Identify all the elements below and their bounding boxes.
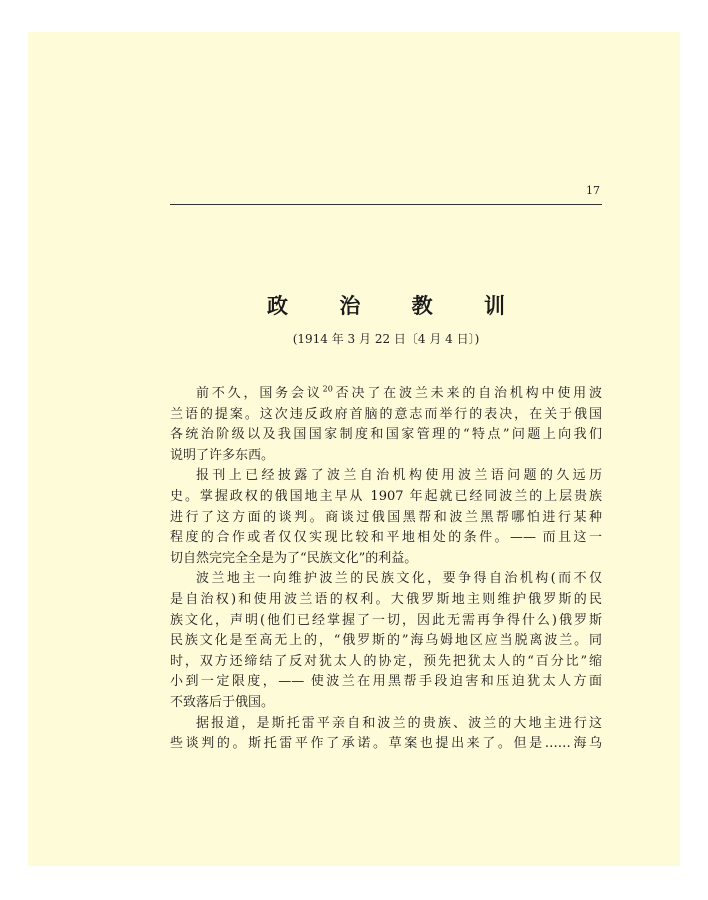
text-line-content: 族文化，声明(他们已经掌握了一切，因此无需再争得什么)俄罗斯	[170, 612, 602, 628]
text-line-content: 些谈判的。斯托雷平作了承诺。草案也提出来了。但是……海乌	[170, 736, 602, 752]
text-line-content: 时，双方还缔结了反对犹太人的协定，预先把犹太人的“百分比”缩	[170, 653, 602, 669]
text-line	[170, 425, 602, 446]
text-line-content: 史。掌握政权的俄国地主早从 1907 年起就已经同波兰的上层贵族	[170, 488, 602, 504]
text-line	[170, 549, 602, 570]
article-date: (1914 年 3 月 22 日〔4 月 4 日〕)	[292, 332, 480, 346]
text-line-content: 否决了在波兰未来的自治机构中使用波	[332, 386, 602, 401]
text-line-content: 是自治权)和使用波兰语的权利。大俄罗斯地主则维护俄罗斯的民	[170, 591, 602, 607]
page-number: 17	[586, 184, 600, 197]
text-line-content: 各统治阶级以及我国国家制度和国家管理的“特点”问题上向我们	[170, 427, 602, 443]
text-line-content: 程度的合作或者仅仅实现比较和平地相处的条件。—— 而且这一	[170, 530, 602, 546]
text-line	[170, 714, 602, 735]
body-text	[170, 384, 602, 755]
text-line-content: 前不久，国务会议	[196, 386, 323, 401]
header-rule	[170, 204, 602, 205]
text-line	[170, 508, 602, 529]
text-line-content: 进行了这方面的谈判。商谈过俄国黑帮和波兰黑帮哪怕进行某种	[170, 509, 602, 525]
text-line-content: 切自然完完全全是为了“民族文化”的利益。	[170, 550, 418, 566]
text-line-content: 波兰地主一向维护波兰的民族文化，要争得自治机构(而不仅	[196, 571, 602, 587]
text-line	[170, 693, 602, 714]
book-page	[28, 32, 680, 866]
text-line-content: 兰语的提案。这次违反政府首脑的意志而举行的表决，在关于俄国	[170, 406, 602, 422]
text-line	[170, 631, 602, 652]
text-line	[170, 528, 602, 549]
text-line-content: 小到一定限度，—— 使波兰在用黑帮手段迫害和压迫犹太人方面	[170, 674, 602, 690]
text-line	[170, 672, 602, 693]
text-line	[170, 734, 602, 755]
text-line	[170, 652, 602, 673]
text-line	[170, 446, 602, 467]
article-title: 政 治 教 训	[267, 294, 527, 318]
text-line	[170, 405, 602, 426]
text-line-content: 报刊上已经披露了波兰自治机构使用波兰语问题的久远历	[196, 468, 602, 484]
text-line-content: 说明了许多东西。	[170, 447, 275, 463]
text-line	[170, 466, 602, 487]
text-line-content: 民族文化是至高无上的，“俄罗斯的”海乌姆地区应当脱离波兰。同	[170, 633, 602, 649]
text-line	[170, 611, 602, 632]
footnote-marker: 20	[322, 384, 333, 394]
text-line-content: 据报道，是斯托雷平亲自和波兰的贵族、波兰的大地主进行这	[196, 715, 602, 731]
text-line-content: 不致落后于俄国。	[170, 694, 275, 710]
text-line	[170, 384, 602, 405]
text-line	[170, 590, 602, 611]
text-line	[170, 487, 602, 508]
text-line	[170, 569, 602, 590]
